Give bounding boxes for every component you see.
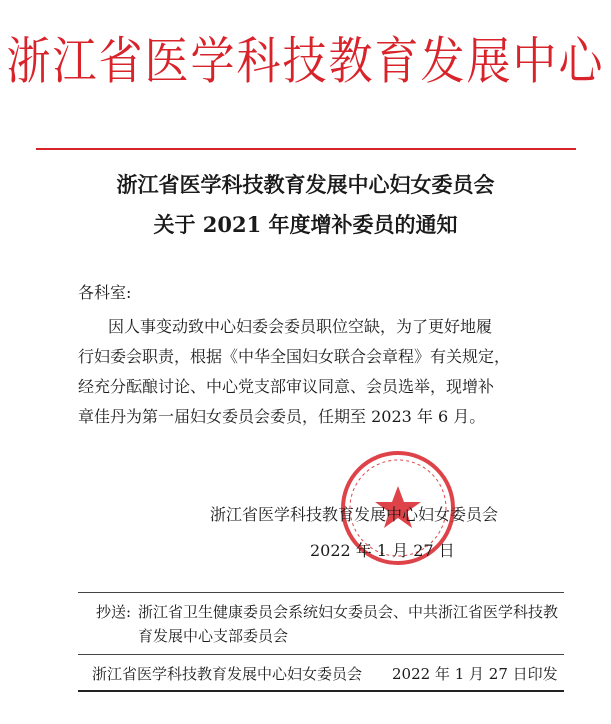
letterhead-org-name: 浙江省医学科技教育发展中心 — [6, 32, 605, 92]
letterhead-red-rule — [36, 148, 576, 150]
signature-date: 2022 年 1 月 27 日 — [310, 541, 455, 560]
signature-org: 浙江省医学科技教育发展中心妇女委员会 — [210, 505, 499, 524]
body-line-4: 章佳丹为第一届妇女委员会委员，任期至 2023 年 6 月。 — [78, 407, 486, 426]
cc-bottom-rule — [78, 654, 564, 655]
body-line-3: 经充分酝酿讨论、中心党支部审议同意、会员选举，现增补 — [78, 377, 495, 396]
cc-label: 抄送: — [96, 603, 132, 621]
body-line-2: 行妇委会职责，根据《中华全国妇女联合会章程》有关规定， — [78, 347, 511, 366]
issuer: 浙江省医学科技教育发展中心妇女委员会 — [92, 665, 363, 683]
cc-line-2: 育发展中心支部委员会 — [138, 627, 289, 645]
cc-line-1: 浙江省卫生健康委员会系统妇女委员会、中共浙江省医学科技教 — [138, 603, 559, 621]
footer-bottom-rule — [78, 690, 564, 692]
body-line-1: 因人事变动致中心妇委会委员职位空缺，为了更好地履 — [108, 317, 493, 336]
notice-title-line1: 浙江省医学科技教育发展中心妇女委员会 — [116, 172, 495, 197]
issue-date: 2022 年 1 月 27 日印发 — [392, 665, 558, 683]
cc-top-rule — [78, 592, 564, 593]
notice-title-line2: 关于 2021 年度增补委员的通知 — [153, 212, 458, 237]
salutation: 各科室: — [78, 283, 132, 302]
